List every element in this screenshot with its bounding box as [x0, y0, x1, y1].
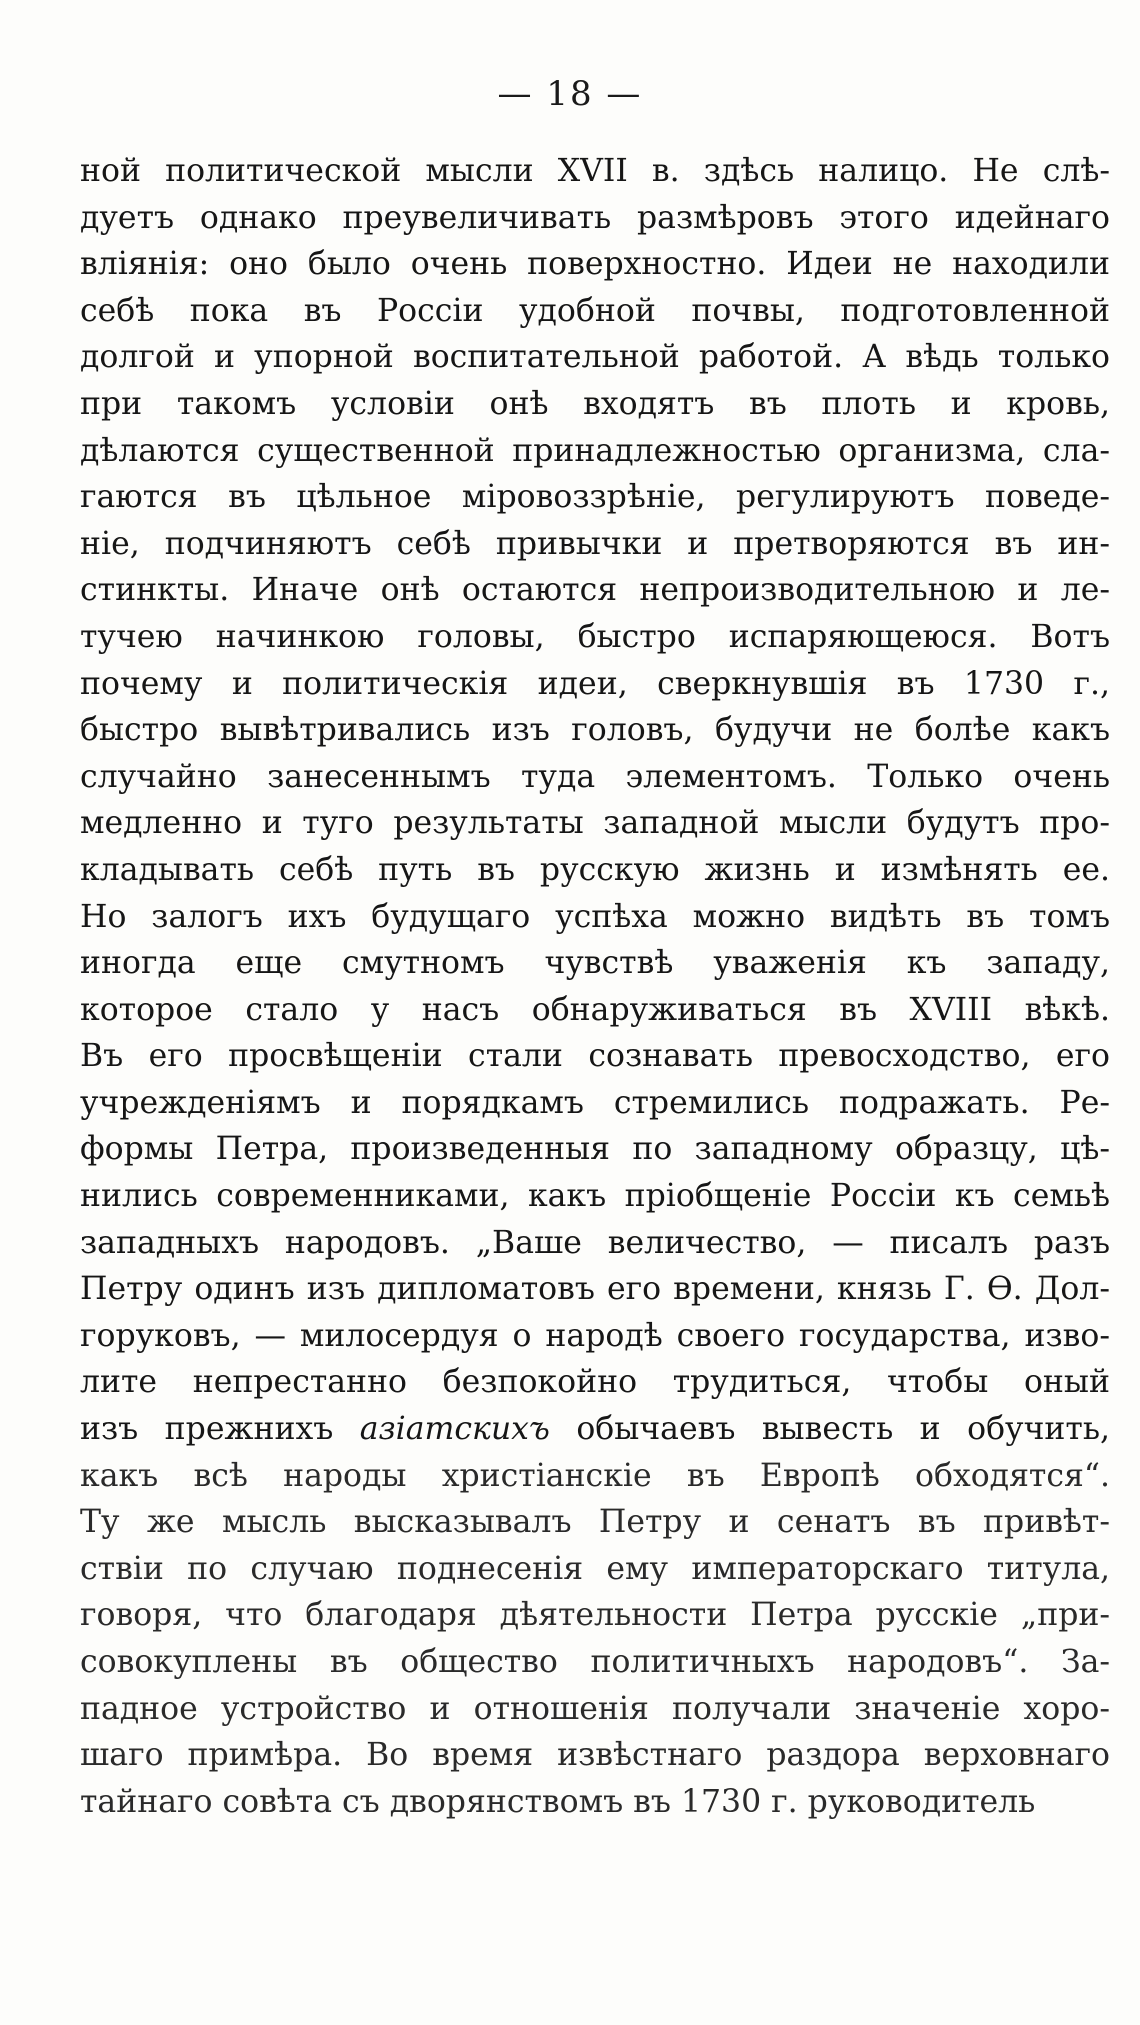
text-line: ніе, подчиняютъ себѣ привычки и претворяются въ ин- [80, 525, 1110, 562]
text-line: ной политической мысли XVII в. здѣсь налицо. Не слѣ- [80, 153, 1110, 189]
text-line: себѣ пока въ Россіи удобной почвы, подготовленной [80, 292, 1110, 329]
page-number: — 18 — [497, 74, 643, 114]
text-line: падное устройство и отношенія получали значеніе хоро- [80, 1690, 1110, 1727]
text-line: Ту же мысль высказывалъ Петру и сенатъ въ привѣт- [80, 1504, 1110, 1541]
text-line: вліянія: оно было очень поверхностно. Идеи не находили [80, 246, 1110, 283]
text-line: горуковъ, — милосердуя о народѣ своего государства, изво- [80, 1317, 1110, 1354]
text-line: почему и политическія идеи, сверкнувшія въ 1730 г., [80, 665, 1110, 702]
text-line: дѣлаются существенной принадлежностью организма, сла- [80, 432, 1110, 469]
text-line: медленно и туго результаты западной мысли будутъ про- [80, 805, 1110, 842]
text-line-with-italic [80, 1406, 1110, 1453]
text-line: быстро вывѣтривались изъ головъ, будучи не болѣе какъ [80, 712, 1110, 749]
text-line: тайнаго совѣта съ дворянствомъ въ 1730 г. руководитель [80, 1783, 1036, 1820]
text-line: стинкты. Иначе онѣ остаются непроизводительною и ле- [80, 572, 1110, 609]
text-line: западныхъ народовъ. „Ваше величество, — писалъ разъ [80, 1224, 1110, 1261]
text-line: Въ его просвѣщеніи стали сознавать превосходство, его [80, 1038, 1110, 1075]
text-line: кладывать себѣ путь въ русскую жизнь и измѣнять ее. [80, 851, 1110, 888]
text-line: совокуплены въ общество политичныхъ народовъ“. За- [80, 1644, 1110, 1680]
text-line: какъ всѣ народы христіанскіе въ Европѣ обходятся“. [80, 1457, 1110, 1494]
text-line: случайно занесеннымъ туда элементомъ. Только очень [80, 758, 1110, 795]
text-line: формы Петра, произведенныя по западному образцу, цѣ- [80, 1131, 1110, 1168]
text-line: тучею начинкою головы, быстро испаряющеюся. Вотъ [80, 618, 1110, 655]
text-line: при такомъ условіи онѣ входятъ въ плоть и кровь, [80, 385, 1110, 422]
text-segment: обычаевъ вывесть и обучить, [549, 1411, 1110, 1448]
text-line: иногда еще смутномъ чувствѣ уваженія къ западу, [80, 945, 1110, 982]
text-line: учрежденіямъ и порядкамъ стремились подражать. Ре- [80, 1084, 1110, 1121]
text-line: Но залогъ ихъ будущаго успѣха можно видѣть въ томъ [80, 898, 1110, 935]
text-line: гаются въ цѣльное міровоззрѣніе, регулируютъ поведе- [80, 479, 1110, 516]
text-line: говоря, что благодаря дѣятельности Петра русскіе „при- [80, 1597, 1110, 1634]
body-text [80, 148, 1110, 1825]
text-line: Петру одинъ изъ дипломатовъ его времени, князь Г. Ѳ. Дол- [80, 1271, 1110, 1308]
text-line: дуетъ однако преувеличивать размѣровъ этого идейнаго [80, 199, 1110, 236]
text-line: нились современниками, какъ пріобщеніе Россіи къ семьѣ [80, 1178, 1110, 1215]
text-line: долгой и упорной воспитательной работой. А вѣдь только [80, 339, 1110, 376]
text-line: которое стало у насъ обнаруживаться въ XVIII вѣкѣ. [80, 991, 1110, 1028]
text-line: лите непрестанно безпокойно трудиться, чтобы оный [80, 1364, 1110, 1401]
text-segment: изъ прежнихъ [80, 1411, 360, 1448]
text-line: ствіи по случаю поднесенія ему императорскаго титула, [80, 1550, 1110, 1587]
italic-word: азіатскихъ [359, 1411, 550, 1448]
text-line: шаго примѣра. Во время извѣстнаго раздора верховнаго [80, 1737, 1110, 1774]
